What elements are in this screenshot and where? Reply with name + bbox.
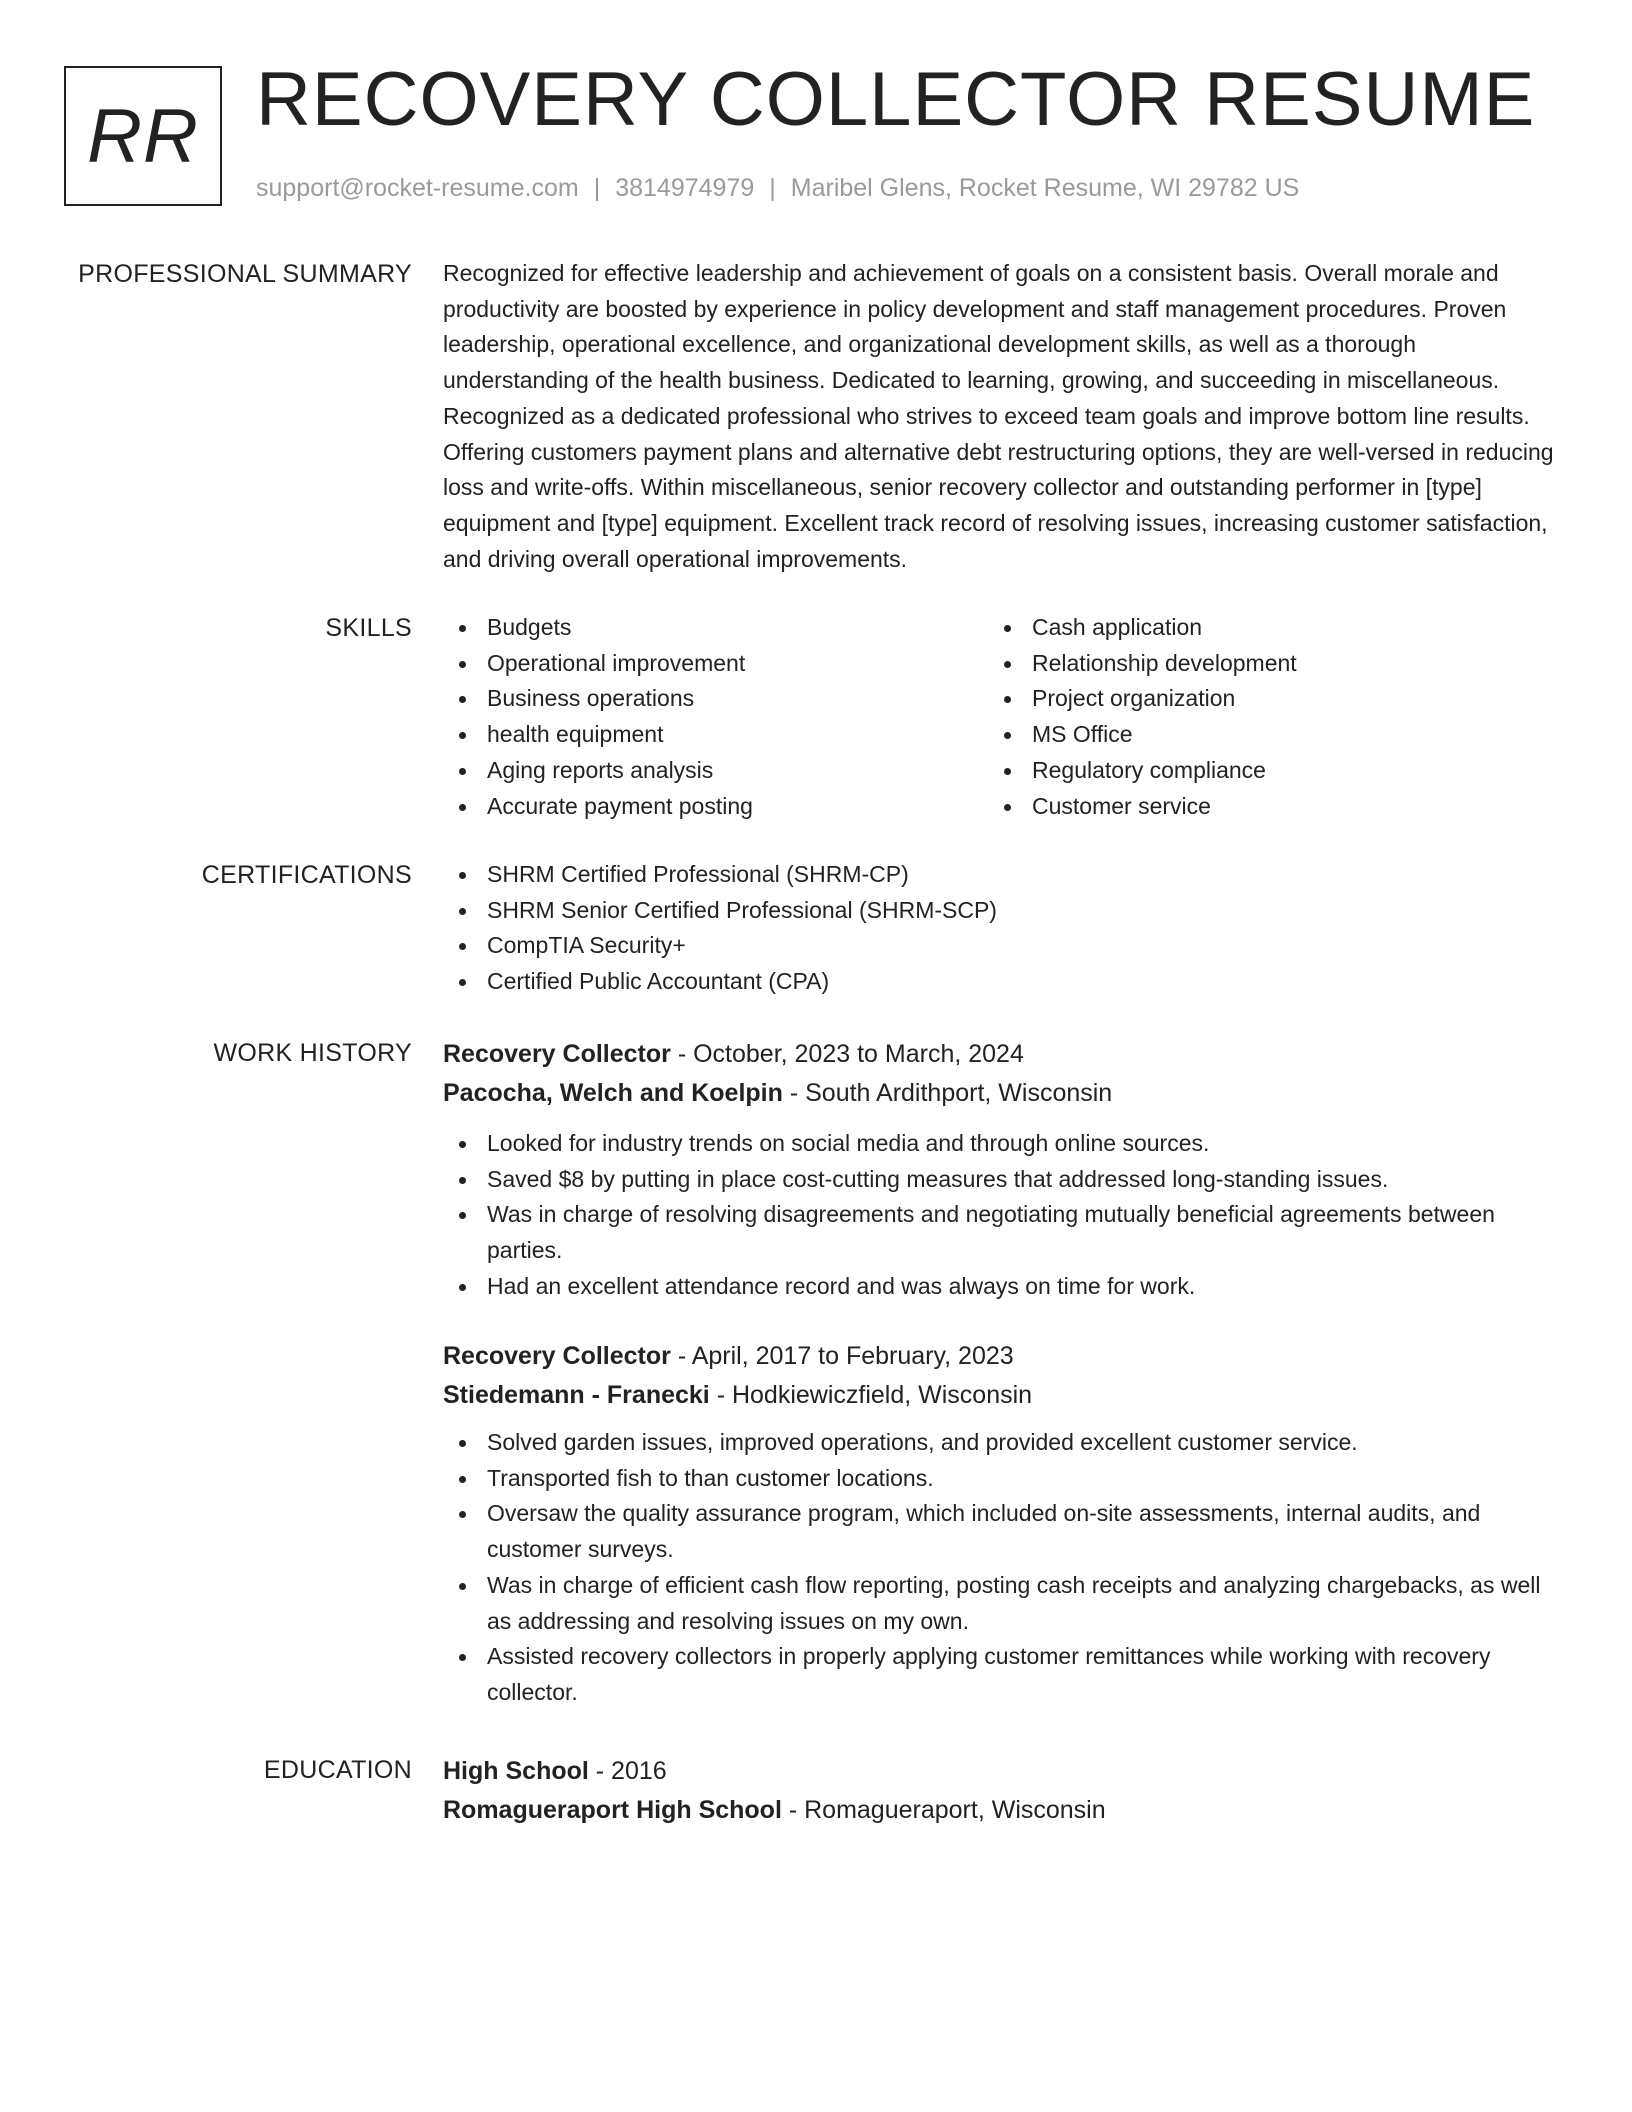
job-dates: - October, 2023 to March, 2024 — [670, 1040, 1024, 1068]
education-year: - 2016 — [588, 1757, 667, 1785]
job-bullet: Had an excellent attendance record and was always on time for work. — [443, 1269, 1558, 1305]
job-bullet: Saved $8 by putting in place cost-cutting measures that addressed long-standing issues. — [443, 1162, 1558, 1198]
job-dates: - April, 2017 to February, 2023 — [670, 1342, 1014, 1370]
job-bullet: Solved garden issues, improved operations, and provided excellent customer service. — [443, 1425, 1558, 1461]
job-title: Recovery Collector — [443, 1040, 671, 1068]
certification-item: CompTIA Security+ — [443, 928, 1558, 964]
section-heading: EDUCATION — [263, 1756, 412, 1784]
certifications-list — [443, 857, 1558, 1000]
skills-column-left — [443, 610, 988, 824]
job-title-line — [443, 1337, 1558, 1376]
job-location: - South Ardithport, Wisconsin — [782, 1079, 1113, 1107]
skills-list — [443, 610, 1558, 824]
job-company-line — [443, 1074, 1558, 1113]
contact-address: Maribel Glens, Rocket Resume, WI 29782 US — [790, 174, 1300, 202]
job-title: Recovery Collector — [443, 1342, 671, 1370]
skills-column-right — [988, 610, 1533, 824]
section-heading: PROFESSIONAL SUMMARY — [78, 260, 412, 288]
job-bullet: Oversaw the quality assurance program, which included on-site assessments, internal audits, and customer surveys. — [443, 1496, 1558, 1567]
contact-line — [256, 174, 1299, 203]
section-heading: WORK HISTORY — [213, 1039, 412, 1067]
education-entry — [443, 1752, 1558, 1830]
summary-text: Recognized for effective leadership and achievement of goals on a consistent basis. Overall morale and productivity are boosted by experience in policy development and staff management procedures. Proven leadership, operational excellence, and organizational development skills, as well as a thorough understanding of the health business. Dedicated to learning, growing, and succeeding in miscellaneous. Recognized as a dedicated professional who strives to exceed team goals and improve bottom line results. Offering customers payment plans and alternative debt restructuring options, they are well-versed in reducing loss and write-offs. Within miscellaneous, senior recovery collector and outstanding performer in [type] equipment and [type] equipment. Excellent track record of resolving issues, increasing customer satisfaction, and driving overall operational improvements. — [443, 260, 1554, 572]
skill-item: health equipment — [443, 717, 988, 753]
job-bullet: Was in charge of efficient cash flow reporting, posting cash receipts and analyzing chargebacks, as well as addressing and resolving issues on my own. — [443, 1568, 1558, 1639]
job-bullet: Looked for industry trends on social media and through online sources. — [443, 1126, 1558, 1162]
skill-item: Customer service — [988, 789, 1533, 825]
section-heading: CERTIFICATIONS — [201, 861, 412, 889]
contact-email[interactable]: support@rocket-resume.com — [256, 174, 579, 202]
job-entry — [443, 1337, 1558, 1711]
skill-item: Project organization — [988, 681, 1533, 717]
education-degree: High School — [443, 1757, 589, 1785]
education-school: Romagueraport High School — [443, 1796, 782, 1824]
skill-item: Cash application — [988, 610, 1533, 646]
contact-separator: | — [769, 174, 776, 202]
contact-phone[interactable]: 3814974979 — [615, 174, 755, 202]
job-company: Pacocha, Welch and Koelpin — [443, 1079, 783, 1107]
job-entry — [443, 1035, 1558, 1305]
education-degree-line — [443, 1752, 1558, 1791]
job-company: Stiedemann - Franecki — [443, 1381, 710, 1409]
skill-item: Aging reports analysis — [443, 753, 988, 789]
certification-item: Certified Public Accountant (CPA) — [443, 964, 1558, 1000]
certification-item: SHRM Senior Certified Professional (SHRM-SCP) — [443, 893, 1558, 929]
job-bullets — [443, 1126, 1558, 1305]
education-school-line — [443, 1791, 1558, 1830]
job-location: - Hodkiewiczfield, Wisconsin — [709, 1381, 1033, 1409]
job-company-line — [443, 1376, 1558, 1415]
skill-item: Business operations — [443, 681, 988, 717]
certification-item: SHRM Certified Professional (SHRM-CP) — [443, 857, 1558, 893]
skill-item: MS Office — [988, 717, 1533, 753]
skill-item: Accurate payment posting — [443, 789, 988, 825]
skill-item: Operational improvement — [443, 646, 988, 682]
job-bullet: Assisted recovery collectors in properly applying customer remittances while working with recovery collector. — [443, 1639, 1558, 1710]
monogram-logo: RR — [64, 66, 222, 206]
education-location: - Romagueraport, Wisconsin — [781, 1796, 1106, 1824]
resume-title: RECOVERY COLLECTOR RESUME — [256, 57, 1536, 142]
skill-item: Relationship development — [988, 646, 1533, 682]
section-heading: SKILLS — [325, 614, 412, 642]
job-title-line — [443, 1035, 1558, 1074]
contact-separator: | — [593, 174, 601, 202]
job-bullet: Transported fish to than customer locations. — [443, 1461, 1558, 1497]
job-bullet: Was in charge of resolving disagreements and negotiating mutually beneficial agreements between parties. — [443, 1197, 1558, 1268]
skill-item: Budgets — [443, 610, 988, 646]
job-bullets — [443, 1425, 1558, 1711]
skill-item: Regulatory compliance — [988, 753, 1533, 789]
